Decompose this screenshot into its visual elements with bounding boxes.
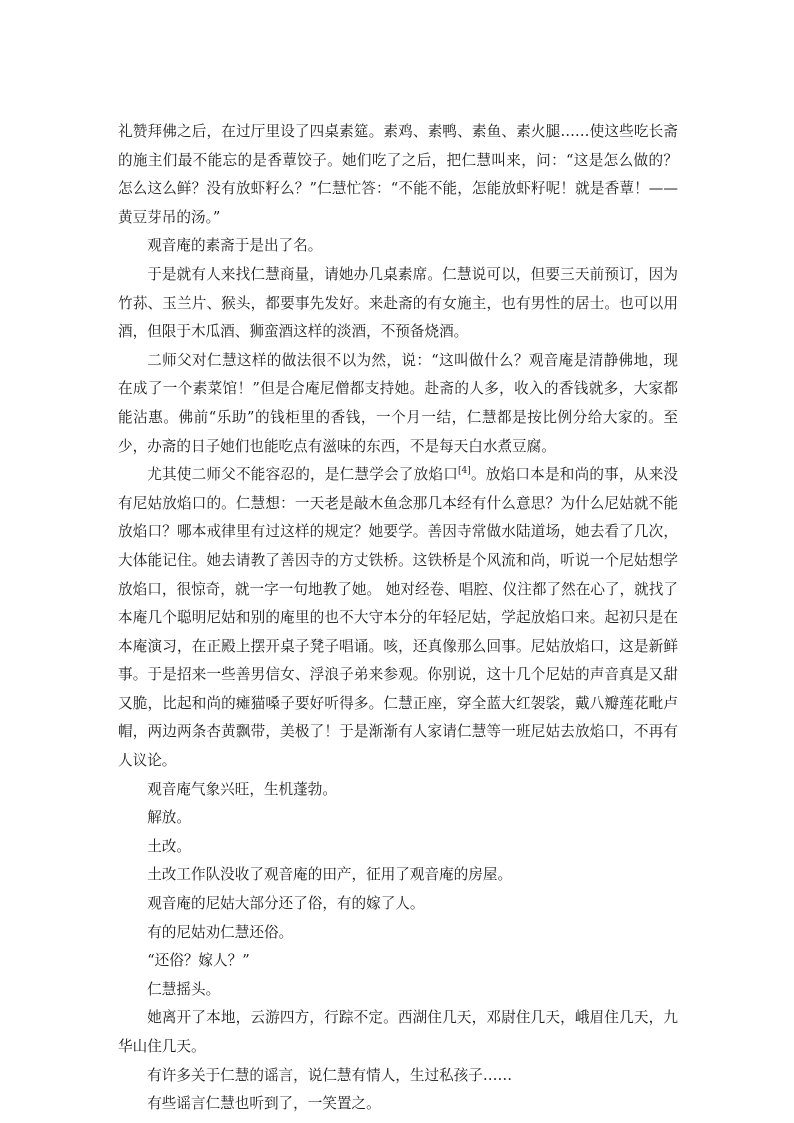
paragraph: 有许多关于仁慧的谣言，说仁慧有情人，生过私孩子…… [147, 1066, 513, 1084]
paragraph: 她离开了本地，云游四方，行踪不定。西湖住几天，邓尉住几天，峨眉住几天，九华山住几天。 [118, 1009, 678, 1055]
body-text [118, 118, 678, 1119]
paragraph: 土改。 [147, 837, 191, 855]
paragraph: 二师父对仁慧这样的做法很不以为然，说：“这叫做什么？观音庵是清静佛地，现在成了一个素菜馆！”但是合庵尼僧都支持她。赴斋的人多，收入的香钱就多，大家都能沾惠。佛前“乐助”的钱柜里的香钱，一个月一结，仁慧都是按比例分给大家的。至少，办斋的日子她们也能吃点有滋味的东西，不是每天白水煮豆腐。 [118, 351, 678, 455]
paragraph: 礼赞拜佛之后，在过厅里设了四桌素筵。素鸡、素鸭、素鱼、素火腿……使这些吃长斋的施主们最不能忘的是香蕈饺子。她们吃了之后，把仁慧叫来，问：“这是怎么做的？怎么这么鲜？没有放虾籽么？”仁慧忙答：“不能不能，怎能放虾籽呢！就是香蕈！——黄豆芽吊的汤。” [118, 123, 678, 226]
paragraph: “还俗？嫁人？” [147, 952, 250, 970]
footnote-mark: [4] [458, 466, 471, 477]
paragraph: 观音庵的尼姑大部分还了俗，有的嫁了人。 [147, 895, 425, 913]
paragraph: 有些谣言仁慧也听到了，一笑置之。 [147, 1095, 381, 1113]
paragraph: 解放。 [147, 809, 191, 827]
paragraph: 于是就有人来找仁慧商量，请她办几桌素席。仁慧说可以，但要三天前预订，因为竹荪、玉兰片、猴头，都要事先发好。来赴斋的有女施主，也有男性的居士。也可以用酒，但限于木瓜酒、狮蛮酒这样的淡酒，不预备烧酒。 [118, 265, 678, 341]
paragraph-text-part-2: 。放焰口本是和尚的事，从来没有尼姑放焰口的。仁慧想：一天老是敲木鱼念那几本经有什么意思？为什么尼姑就不能放焰口？哪本戒律里有过这样的规定？她要学。善因寺常做水陆道场，她去看了几次，大体能记住。她去请教了善因寺的方丈铁桥。这铁桥是个风流和尚，听说一个尼姑想学放焰口，很惊奇，就一字一句地教了她。 她对经卷、唱腔、仪注都了然在心了，就找了本庵几个聪明尼姑和别的庵里的也不大守本分的年轻尼姑，学起放焰口来。起初只是在本庵演习，在正殿上摆开桌子凳子唱诵。咳，还真像那么回事。尼姑放焰口，这是新鲜事。于是招来一些善男信女、浮浪子弟来参观。你别说，这十几个尼姑的声音真是又甜又脆，比起和尚的瘫猫嗓子要好听得多。仁慧正座，穿全蓝大红袈裟，戴八瓣莲花毗卢帽，两边两条杏黄飘带，美极了！于是渐渐有人家请仁慧等一班尼姑去放焰口，不再有人议论。 [118, 466, 678, 770]
paragraph-with-footnote [118, 461, 678, 776]
paragraph-text-part-1: 尤其使二师父不能容忍的，是仁慧学会了放焰口 [147, 466, 459, 484]
paragraph: 观音庵气象兴旺，生机蓬勃。 [147, 780, 337, 798]
paragraph: 仁慧摇头。 [147, 980, 221, 998]
paragraph: 土改工作队没收了观音庵的田产，征用了观音庵的房屋。 [147, 866, 513, 884]
paragraph: 观音庵的素斋于是出了名。 [147, 237, 323, 255]
paragraph: 有的尼姑劝仁慧还俗。 [147, 923, 294, 941]
